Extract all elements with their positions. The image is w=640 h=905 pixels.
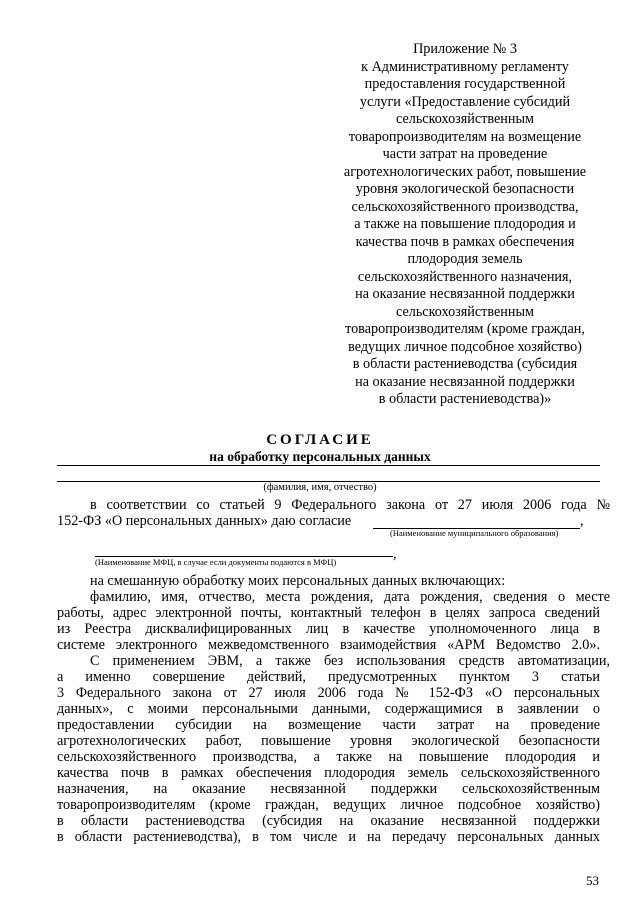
body-line: С применением ЭВМ, а также без использования средств автоматизации, xyxy=(90,653,610,669)
document-subtitle: на обработку персональных данных xyxy=(209,449,431,464)
consent-line-1: в соответствии со статьей 9 Федерального закона от 27 июля 2006 года № xyxy=(90,497,610,513)
appendix-line: на оказание несвязанной поддержки xyxy=(355,373,575,390)
appendix-line: товаропроизводителям на возмещение xyxy=(348,128,582,145)
appendix-line: ведущих личное подсобное хозяйство) xyxy=(348,338,582,355)
body-line: работы, адрес электронной почты, контактный телефон в целях запроса сведений xyxy=(57,605,600,621)
body-line: агротехнологических работ, повышение уровня экологической безопасности xyxy=(57,733,600,749)
body-line: данных», с моими персональными данными, содержащимися в заявлении о xyxy=(57,701,600,717)
body-line: на смешанную обработку моих персональных данных включающих: xyxy=(90,573,506,589)
appendix-line: сельскохозяйственным xyxy=(395,111,534,127)
appendix-header xyxy=(330,41,600,409)
appendix-line: Приложение № 3 xyxy=(413,41,517,57)
body-line: 3 Федерального закона от 27 июля 2006 года № 152-ФЗ «О персональных xyxy=(57,685,600,701)
comma: , xyxy=(393,546,397,562)
mfc-caption: (Наименование МФЦ, в случае если документы подаются в МФЦ) xyxy=(95,557,337,567)
appendix-line: к Административному регламенту xyxy=(361,58,569,75)
consent-line-2: 152-ФЗ «О персональных данных» даю согласие xyxy=(57,513,352,529)
body-line: фамилию, имя, отчество, места рождения, дата рождения, сведения о месте xyxy=(90,589,610,605)
fio-caption: (фамилия, имя, отчество) xyxy=(263,482,377,493)
body-line: в области растениеводства), в том числе и на передачу персональных данных xyxy=(57,829,600,845)
page-number: 53 xyxy=(586,873,599,888)
appendix-line: уровня экологической безопасности xyxy=(355,181,575,197)
appendix-line: сельскохозяйственного производства, xyxy=(351,198,579,215)
appendix-line: сельскохозяйственного назначения, xyxy=(357,268,573,285)
body-line: в области растениеводства (субсидия на оказание несвязанной поддержки xyxy=(57,813,600,829)
document-title: СОГЛАСИЕ xyxy=(266,432,374,448)
subtitle-rule xyxy=(57,465,600,466)
body-line: системе электронного межведомственного взаимодействия «АРМ Ведомство 2.0». xyxy=(57,637,600,653)
body-line: товаропроизводителям (кроме граждан, ведущих личное подсобное хозяйство) xyxy=(57,797,600,813)
body-line: качества почв в рамках обеспечения плодородия земель сельскохозяйственного xyxy=(57,765,600,781)
body-line: назначения, на оказание несвязанной поддержки сельскохозяйственным xyxy=(57,781,600,797)
appendix-line: товаропроизводителям (кроме граждан, xyxy=(345,321,585,337)
appendix-line: в области растениеводства)» xyxy=(378,391,552,407)
appendix-line: качества почв в рамках обеспечения xyxy=(355,233,575,250)
appendix-line: сельскохозяйственным xyxy=(395,303,534,320)
appendix-line: услуги «Предоставление субсидий xyxy=(359,93,571,110)
comma: , xyxy=(580,513,584,529)
appendix-line: на оказание несвязанной поддержки xyxy=(355,286,575,302)
appendix-line: части затрат на проведение xyxy=(382,146,548,162)
appendix-line: предоставления государственной xyxy=(364,76,566,92)
municipal-caption: (Наименование муниципального образования) xyxy=(390,528,559,538)
body-line: а именно совершение действий, предусмотренных пунктом 3 статьи xyxy=(57,669,600,685)
body-line: сельскохозяйственного производства, а также на повышение плодородия и xyxy=(57,749,600,765)
body-line: из Реестра дисквалифицированных лиц в качестве уполномоченного лица в xyxy=(57,621,600,637)
appendix-line: плодородия земель xyxy=(407,251,523,267)
body-line: предоставлении субсидии на возмещение части затрат на проведение xyxy=(57,717,600,733)
appendix-line: а также на повышение плодородия и xyxy=(354,216,576,232)
appendix-line: в области растениеводства (субсидия xyxy=(352,356,578,372)
appendix-line: агротехнологических работ, повышение xyxy=(343,163,587,180)
